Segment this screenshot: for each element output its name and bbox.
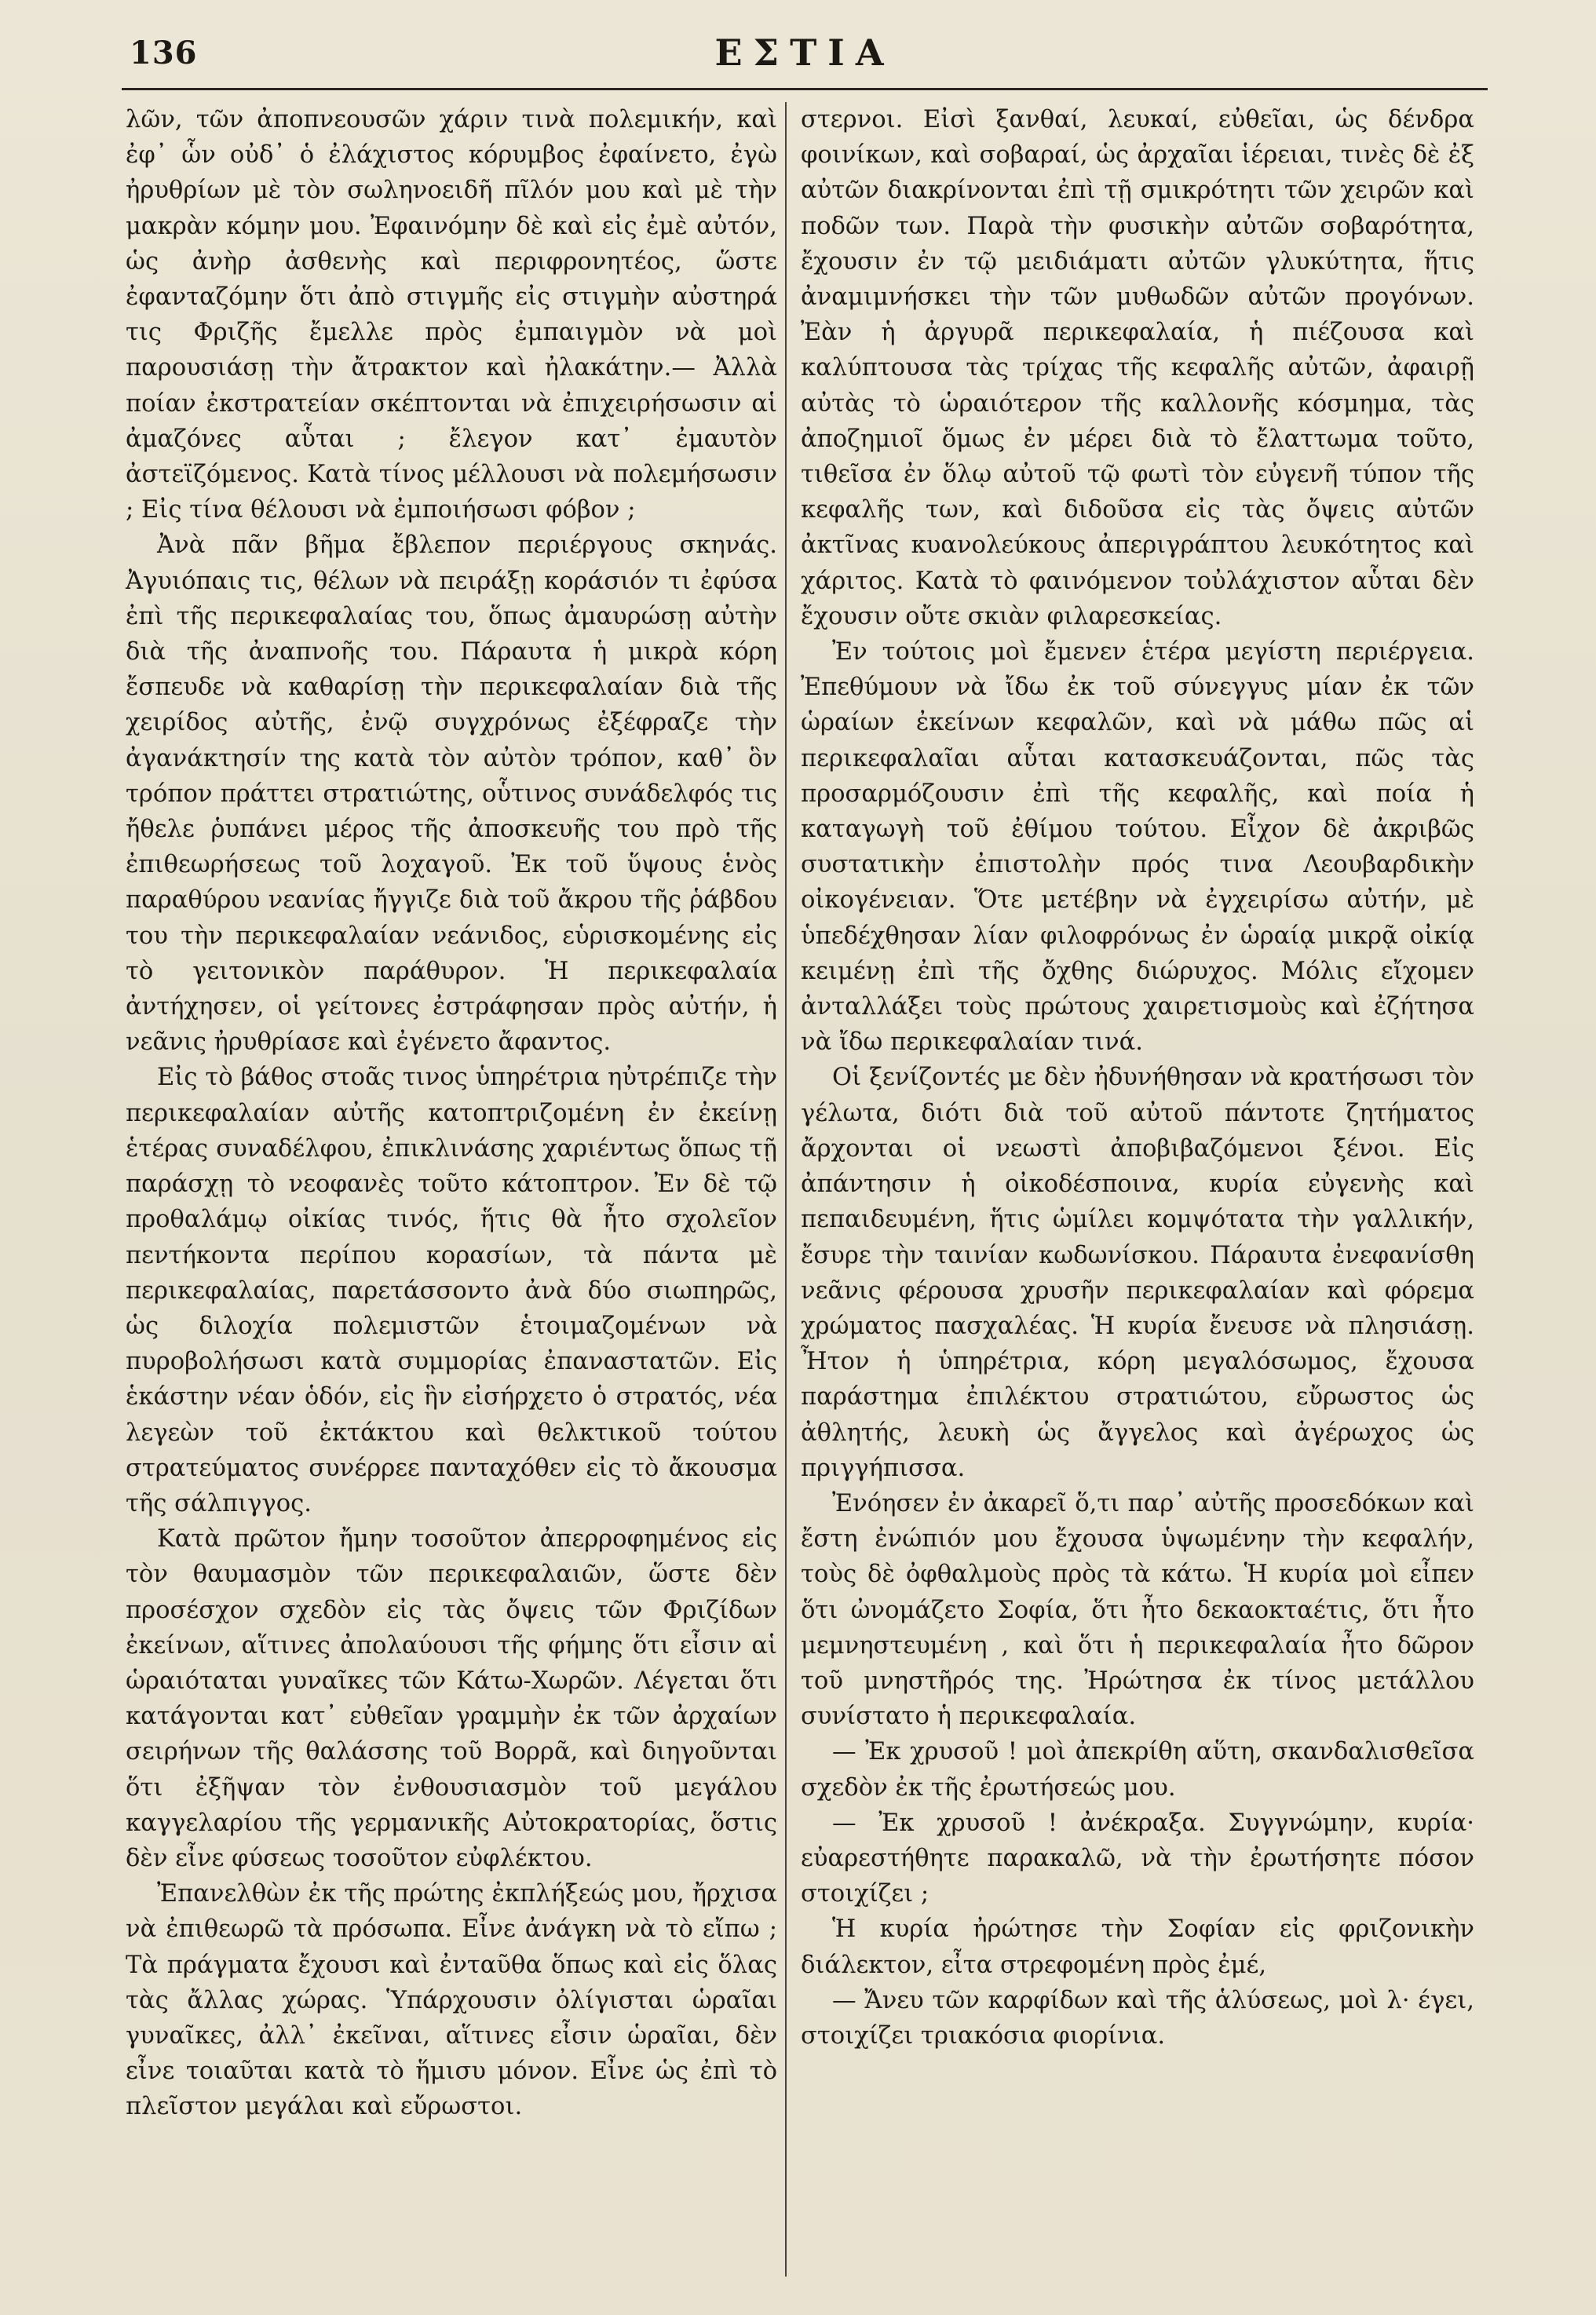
dialogue-line: — Ἄνευ τῶν καρφίδων καὶ τῆς ἁλύσεως, μοὶ λ· έγει, στοιχίζει τριακόσια φιορίνια. xyxy=(801,1986,1474,2050)
page-header xyxy=(122,30,1488,77)
paragraph: Ἐν τούτοις μοὶ ἔμενεν ἑτέρα μεγίστη περιέργεια. Ἐπεθύμουν νὰ ἴδω ἐκ τοῦ σύνεγγυς μίαν ἐκ τῶν ὡραίων ἐκείνων κεφαλῶν, καὶ νὰ μάθω πῶς αἱ περικεφαλαῖαι αὗται κατασκευάζονται, πῶς τὰς προσαρμόζουσιν ἐπὶ τῆς κεφαλῆς, καὶ ποία ἡ καταγωγὴ τοῦ ἐθίμου τούτου. Εἶχον δὲ ἀκριβῶς συστατικὴν ἐπιστολὴν πρός τινα Λεουβαρδικὴν οἰκογένειαν. Ὅτε μετέβην νὰ ἐγχειρίσω αὐτήν, μὲ ὑπεδέχθησαν λίαν φιλοφρόνως ἐν ὡραίᾳ μικρᾷ οἰκίᾳ κειμένῃ ἐπὶ τῆς ὄχθης διώρυχος. Μόλις εἴχομεν ἀνταλλάξει τοὺς πρώτους χαιρετισμοὺς καὶ ἐζήτησα νὰ ἴδω περικεφαλαίαν τινά. xyxy=(801,638,1474,1057)
header-rule xyxy=(122,88,1488,90)
paragraph: Ἐπανελθὼν ἐκ τῆς πρώτης ἐκπλήξεώς μου, ἤρχισα νὰ ἐπιθεωρῶ τὰ πρόσωπα. Εἶνε ἀνάγκη νὰ τὸ εἴπω ; Τὰ πράγματα ἔχουσι καὶ ἐνταῦθα ὅπως καὶ εἰς ὅλας τὰς ἄλλας χώρας. Ὑπάρχουσιν ὀλίγισται ὡραῖαι γυναῖκες, ἀλλ᾽ ἐκεῖναι, αἵτινες εἶσιν ὡραῖαι, δὲν εἶνε τοιαῦται κατὰ τὸ ἥμισυ μόνον. Εἶνε ὡς ἐπὶ τὸ πλεῖστον μεγάλαι καὶ εὔρωστοι. xyxy=(126,1880,777,2121)
paragraph: Ἐνόησεν ἐν ἀκαρεῖ ὅ,τι παρ᾽ αὐτῆς προσεδόκων καὶ ἔστη ἐνώπιόν μου ἔχουσα ὑψωμένην τὴν κεφαλήν, τοὺς δὲ ὀφθαλμοὺς πρὸς τὰ κάτω. Ἡ κυρία μοὶ εἶπεν ὅτι ὠνομάζετο Σοφία, ὅτι ἦτο δεκαοκταέτις, ὅτι ἦτο μεμνηστευμένη , καὶ ὅτι ἡ περικεφαλαία ἦτο δῶρον τοῦ μνηστῆρός της. Ἠρώτησα ἐκ τίνος μετάλλου συνίστατο ἡ περικεφαλαία. xyxy=(801,1489,1474,1731)
column-rule xyxy=(785,102,787,2277)
paragraph: Ἀνὰ πᾶν βῆμα ἔβλεπον περιέργους σκηνάς. Ἀγυιόπαις τις, θέλων νὰ πειράξῃ κοράσιόν τι ἐφύσα ἐπὶ τῆς περικεφαλαίας του, ὅπως ἀμαυρώσῃ αὐτὴν διὰ τῆς ἀναπνοῆς του. Πάραυτα ἡ μικρὰ κόρη ἔσπευδε νὰ καθαρίσῃ τὴν περικεφαλαίαν διὰ τῆς χειρίδος αὐτῆς, ἐνῷ συγχρόνως ἐξέφραζε τὴν ἀγανάκτησίν της κατὰ τὸν αὐτὸν τρόπον, καθ᾽ ὃν τρόπον πράττει στρατιώτης, οὗτινος συνάδελφός τις ἤθελε ῥυπάνει μέρος τῆς ἀποσκευῆς του πρὸ τῆς ἐπιθεωρήσεως τοῦ λοχαγοῦ. Ἐκ τοῦ ὕψους ἑνὸς παραθύρου νεανίας ἤγγιζε διὰ τοῦ ἄκρου τῆς ῥάβδου του τὴν περικεφαλαίαν νεάνιδος, εὑρισκομένης εἰς τὸ γειτονικὸν παράθυρον. Ἡ περικεφαλαία ἀντήχησεν, οἱ γείτονες ἐστράφησαν πρὸς αὐτήν, ἡ νεᾶνις ἠρυθρίασε καὶ ἐγένετο ἄφαντος. xyxy=(126,531,777,1057)
paragraph: στερνοι. Εἰσὶ ξανθαί, λευκαί, εὐθεῖαι, ὡς δένδρα φοινίκων, καὶ σοβαραί, ὡς ἀρχαῖαι ἱέρειαι, τινὲς δὲ ἐξ αὐτῶν διακρίνονται ἐπὶ τῇ σμικρότητι τῶν χειρῶν καὶ ποδῶν των. Παρὰ τὴν φυσικὴν αὐτῶν σοβαρότητα, ἔχουσιν ἐν τῷ μειδιάματι αὐτῶν γλυκύτητα, ἥτις ἀναμιμνήσκει τὴν τῶν μυθωδῶν αὐτῶν προγόνων. Ἐὰν ἡ ἀργυρᾶ περικεφαλαία, ἡ πιέζουσα καὶ καλύπτουσα τὰς τρίχας τῆς κεφαλῆς αὐτῶν, ἀφαιρῇ αὐτὰς τὸ ὡραιότερον τῆς καλλονῆς κόσμημα, τὰς ἀποζημιοῖ ὅμως ἐν μέρει διὰ τὸ ἔλαττωμα τοῦτο, τιθεῖσα ἐν ὅλῳ αὐτοῦ τῷ φωτὶ τὸν εὐγενῆ τύπον τῆς κεφαλῆς των, καὶ διδοῦσα εἰς τὰς ὄψεις αὐτῶν ἀκτῖνας κυανολεύκους ἀπεριγράπτου λευκότητος καὶ χάριτος. Κατὰ τὸ φαινόμενον τοὐλάχιστον αὗται δὲν ἔχουσιν οὔτε σκιὰν φιλαρεσκείας. xyxy=(801,106,1474,630)
paragraph: λῶν, τῶν ἀποπνεουσῶν χάριν τινὰ πολεμικήν, καὶ ἐφ᾽ ὧν οὐδ᾽ ὁ ἐλάχιστος κόρυμβος ἐφαίνετο, ἐγὼ ἠρυθρίων μὲ τὸν σωληνοειδῆ πῖλόν μου καὶ μὲ τὴν μακρὰν κόμην μου. Ἐφαινόμην δὲ καὶ εἰς ἐμὲ αὐτόν, ὡς ἀνὴρ ἀσθενὴς καὶ περιφρονητέος, ὥστε ἐφανταζόμην ὅτι ἀπὸ στιγμῆς εἰς στιγμὴν αὐστηρά τις Φριζῆς ἔμελλε πρὸς ἐμπαιγμὸν νὰ μοὶ παρουσιάσῃ τὴν ἄτρακτον καὶ ἠλακάτην.— Ἀλλὰ ποίαν ἐκστρατείαν σκέπτονται νὰ ἐπιχειρήσωσιν αἱ ἀμαζόνες αὗται ; ἔλεγον κατ᾽ ἐμαυτὸν ἀστεϊζόμενος. Κατὰ τίνος μέλλουσι νὰ πολεμήσωσιν ; Εἰς τίνα θέλουσι νὰ ἐμποιήσωσι φόβον ; xyxy=(126,106,777,524)
dialogue-line: — Ἐκ χρυσοῦ ! ἀνέκραξα. Συγγνώμην, κυρία· εὐαρεστήθητε παρακαλῶ, νὰ τὴν ἐρωτήσητε πόσον στοιχίζει ; xyxy=(801,1809,1474,1908)
paragraph: Οἱ ξενίζοντές με δὲν ἠδυνήθησαν νὰ κρατήσωσι τὸν γέλωτα, διότι διὰ τοῦ αὐτοῦ πάντοτε ζητήματος ἄρχονται οἱ νεωστὶ ἀποβιβαζόμενοι ξένοι. Εἰς ἀπάντησιν ἡ οἰκοδέσποινα, κυρία εὐγενὴς καὶ πεπαιδευμένη, ἥτις ὡμίλει κομψότατα τὴν γαλλικήν, ἔσυρε τὴν ταινίαν κωδωνίσκου. Πάραυτα ἐνεφανίσθη νεᾶνις φέρουσα χρυσῆν περικεφαλαίαν καὶ φόρεμα χρώματος πασχαλέας. Ἡ κυρία ἔνευσε νὰ πλησιάσῃ. Ἦτον ἡ ὑπηρέτρια, κόρη μεγαλόσωμος, ἔχουσα παράστημα ἐπιλέκτου στρατιώτου, εὔρωστος ὡς ἀθλητής, λευκὴ ὡς ἄγγελος καὶ ἀγέρωχος ὡς πριγγήπισσα. xyxy=(801,1064,1474,1482)
page-number: 136 xyxy=(130,35,198,71)
paragraph: Κατὰ πρῶτον ἤμην τοσοῦτον ἀπερροφημένος εἰς τὸν θαυμασμὸν τῶν περικεφαλαιῶν, ὥστε δὲν προσέσχον σχεδὸν εἰς τὰς ὄψεις τῶν Φριζίδων ἐκείνων, αἵτινες ἀπολαύουσι τῆς φήμης ὅτι εἶσιν αἱ ὡραιόταται γυναῖκες τῶν Κάτω-Χωρῶν. Λέγεται ὅτι κατάγονται κατ᾽ εὐθεῖαν γραμμὴν ἐκ τῶν ἀρχαίων σειρήνων τῆς θαλάσσης τοῦ Βορρᾶ, καὶ διηγοῦνται ὅτι ἐξῆψαν τὸν ἐνθουσιασμὸν τοῦ μεγάλου καγγελαρίου τῆς γερμανικῆς Αὐτοκρατορίας, ὅστις δὲν εἶνε φύσεως τοσοῦτον εὐφλέκτου. xyxy=(126,1525,777,1872)
left-column xyxy=(126,102,777,2125)
right-column xyxy=(801,102,1474,2054)
paragraph: Εἰς τὸ βάθος στοᾶς τινος ὑπηρέτρια ηὐτρέπιζε τὴν περικεφαλαίαν αὐτῆς κατοπτριζομένη ἐν ἐκείνῃ ἑτέρας συναδέλφου, ἐπικλινάσης χαριέντως ὅπως τῇ παράσχῃ τὸ νεοφανὲς τοῦτο κάτοπτρον. Ἐν δὲ τῷ προθαλάμῳ οἰκίας τινός, ἥτις θὰ ἦτο σχολεῖον πεντήκοντα περίπου κορασίων, τὰ πάντα μὲ περικεφαλαίας, παρετάσσοντο ἀνὰ δύο σιωπηρῶς, ὡς διλοχία πολεμιστῶν ἑτοιμαζομένων νὰ πυροβολήσωσι κατὰ συμμορίας ἐπαναστατῶν. Εἰς ἑκάστην νέαν ὁδόν, εἰς ἣν εἰσήρχετο ὁ στρατός, νέα λεγεὼν τοῦ ἐκτάκτου καὶ θελκτικοῦ τούτου στρατεύματος συνέρρεε πανταχόθεν εἰς τὸ ἄκουσμα τῆς σάλπιγγος. xyxy=(126,1064,777,1517)
running-title: ΕΣΤΙΑ xyxy=(714,31,895,74)
paragraph: Ἡ κυρία ἠρώτησε τὴν Σοφίαν εἰς φριζονικὴν διάλεκτον, εἶτα στρεφομένη πρὸς ἐμέ, xyxy=(801,1915,1474,1979)
dialogue-line: — Ἐκ χρυσοῦ ! μοὶ ἀπεκρίθη αὕτη, σκανδαλισθεῖσα σχεδὸν ἐκ τῆς ἐρωτήσεώς μου. xyxy=(801,1738,1474,1802)
